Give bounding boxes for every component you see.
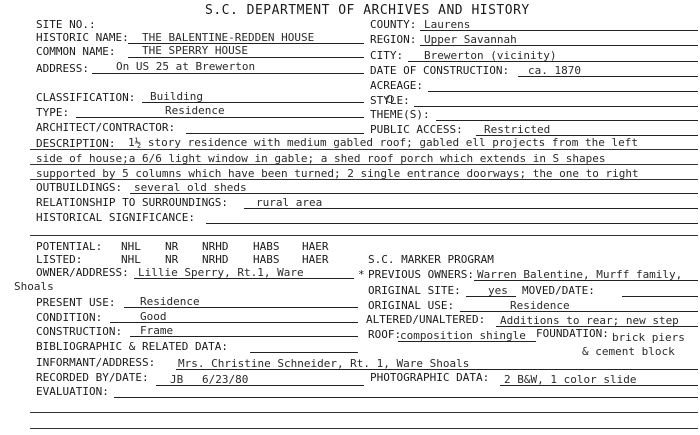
potential-haer: HAER <box>302 240 329 253</box>
county-value: Laurens <box>424 18 471 31</box>
recorded-label: RECORDED BY/DATE: <box>36 371 149 384</box>
owner-value: Lillie Sperry, Rt.1, Ware <box>138 266 304 279</box>
description-line-3: supported by 5 columns which have been turned; 2 single entrance doorways; the one to right <box>36 167 639 180</box>
previous-owners-asterisk: * <box>358 268 365 281</box>
present-use-label: PRESENT USE: <box>36 296 116 309</box>
listed-haer: HAER <box>302 253 329 266</box>
listed-nr: NR <box>165 253 179 266</box>
owner-label: OWNER/ADDRESS: <box>36 266 129 279</box>
theme-line <box>436 120 698 121</box>
recorded-line <box>156 385 364 386</box>
recorded-by-value: JB <box>170 373 184 386</box>
listed-habs: HABS <box>253 253 280 266</box>
classification-line <box>142 102 364 103</box>
county-line <box>420 30 698 31</box>
evaluation-label: EVALUATION: <box>36 385 109 398</box>
foundation-value: brick piers <box>612 331 685 344</box>
blank-line-1 <box>30 412 698 413</box>
region-value: Upper Savannah <box>424 33 517 46</box>
public-access-value: Restricted <box>484 123 551 136</box>
common-name-value: THE SPERRY HOUSE <box>142 44 248 57</box>
informant-label: INFORMANT/ADDRESS: <box>36 356 156 369</box>
description-rule-3 <box>30 179 698 180</box>
date-line <box>518 76 698 77</box>
potential-nrhd: NRHD <box>202 240 229 253</box>
address-value: On US 25 at Brewerton <box>116 60 256 73</box>
cursor-icon <box>386 95 394 103</box>
type-line <box>76 117 364 118</box>
classification-label: CLASSIFICATION: <box>36 91 136 104</box>
theme-label: THEME(S): <box>370 108 430 121</box>
previous-owners-line <box>474 280 698 281</box>
relationship-label: RELATIONSHIP TO SURROUNDINGS: <box>36 196 229 209</box>
description-line-1: 1½ story residence with medium gabled roof; gabled ell projects from the left <box>128 136 638 149</box>
architect-label: ARCHITECT/CONTRACTOR: <box>36 121 176 134</box>
style-line <box>414 106 698 107</box>
description-rule-1 <box>30 149 698 150</box>
condition-line <box>110 322 358 323</box>
recorded-date-value: 6/23/80 <box>202 373 249 386</box>
city-value: Brewerton (vicinity) <box>424 49 557 62</box>
owner-line <box>134 278 354 279</box>
photo-label: PHOTOGRAPHIC DATA: <box>370 371 490 384</box>
city-label: CITY: <box>370 49 404 62</box>
date-label: DATE OF CONSTRUCTION: <box>370 64 510 77</box>
description-label: DESCRIPTION: <box>36 137 116 150</box>
public-access-label: PUBLIC ACCESS: <box>370 123 463 136</box>
condition-label: CONDITION: <box>36 311 103 324</box>
altered-value: Additions to rear; new step <box>500 314 679 327</box>
description-rule-2 <box>30 164 698 165</box>
moved-date-line <box>622 296 698 297</box>
listed-nrhd: NRHD <box>202 253 229 266</box>
construction-value: Frame <box>140 324 174 337</box>
moved-date-label: MOVED/DATE: <box>522 284 595 297</box>
previous-owners-label: PREVIOUS OWNERS: <box>368 268 474 281</box>
roof-line <box>398 341 536 342</box>
type-label: TYPE: <box>36 106 70 119</box>
historic-name-label: HISTORIC NAME: <box>36 31 129 44</box>
section-divider <box>30 235 698 236</box>
historic-name-value: THE BALENTINE-REDDEN HOUSE <box>142 31 315 44</box>
listed-label: LISTED: <box>36 253 83 266</box>
classification-value: Building <box>150 90 203 103</box>
original-use-value: Residence <box>510 299 570 312</box>
previous-owners-value: Warren Balentine, Murff family, <box>477 268 683 281</box>
photo-value: 2 B&W, 1 color slide <box>504 373 637 386</box>
bibliographic-label: BIBLIOGRAPHIC & RELATED DATA: <box>36 340 229 353</box>
outbuildings-line <box>130 193 698 194</box>
blank-line-2 <box>30 428 698 429</box>
acreage-label: ACREAGE: <box>370 79 423 92</box>
roof-value: composition shingle <box>400 329 526 342</box>
informant-value: Mrs. Christine Schneider, Rt. 1, Ware Shoals <box>178 357 470 370</box>
original-use-line <box>460 311 698 312</box>
description-line-2: side of house;a 6/6 light window in gable; a shed roof porch which extends in S shapes <box>36 152 606 165</box>
original-use-label: ORIGINAL USE: <box>368 299 455 312</box>
potential-nr: NR <box>165 240 179 253</box>
significance-line <box>206 223 698 224</box>
present-use-value: Residence <box>140 295 200 308</box>
address-line <box>92 73 364 74</box>
date-value: ca. 1870 <box>528 64 581 77</box>
roof-label: ROOF: <box>368 328 402 341</box>
form-title: S.C. DEPARTMENT OF ARCHIVES AND HISTORY <box>205 3 530 18</box>
potential-nhl: NHL <box>121 240 141 253</box>
style-label: STYLE: <box>370 94 410 107</box>
city-line <box>408 61 698 62</box>
present-use-line <box>124 307 358 308</box>
site-no-label: SITE NO.: <box>36 18 96 31</box>
listed-nhl: NHL <box>121 253 141 266</box>
evaluation-line <box>114 397 698 398</box>
outbuildings-label: OUTBUILDINGS: <box>36 181 123 194</box>
foundation-label: FOUNDATION: <box>536 327 609 340</box>
informant-line <box>176 369 698 370</box>
county-label: COUNTY: <box>370 18 417 31</box>
construction-line <box>130 336 358 337</box>
condition-value: Good <box>140 310 167 323</box>
bibliographic-line <box>250 352 358 353</box>
original-site-line <box>466 296 516 297</box>
original-site-label: ORIGINAL SITE: <box>368 284 461 297</box>
altered-label: ALTERED/UNALTERED: <box>366 313 486 326</box>
marker-title: S.C. MARKER PROGRAM <box>368 253 494 266</box>
foundation-value-cont: & cement block <box>582 345 675 358</box>
original-site-value: yes <box>488 284 508 297</box>
potential-habs: HABS <box>253 240 280 253</box>
common-name-line <box>128 57 364 58</box>
region-line <box>420 45 698 46</box>
significance-label: HISTORICAL SIGNIFICANCE: <box>36 211 195 224</box>
type-value: Residence <box>165 104 225 117</box>
region-label: REGION: <box>370 33 417 46</box>
photo-line <box>500 385 698 386</box>
common-name-label: COMMON NAME: <box>36 45 116 58</box>
architect-line <box>186 133 364 134</box>
relationship-line <box>244 208 698 209</box>
address-label: ADDRESS: <box>36 62 89 75</box>
outbuildings-value: several old sheds <box>134 181 247 194</box>
construction-label: CONSTRUCTION: <box>36 325 123 338</box>
relationship-value: rural area <box>256 196 323 209</box>
potential-label: POTENTIAL: <box>36 240 103 253</box>
acreage-line <box>428 91 698 92</box>
owner-value-cont: Shoals <box>14 280 54 293</box>
